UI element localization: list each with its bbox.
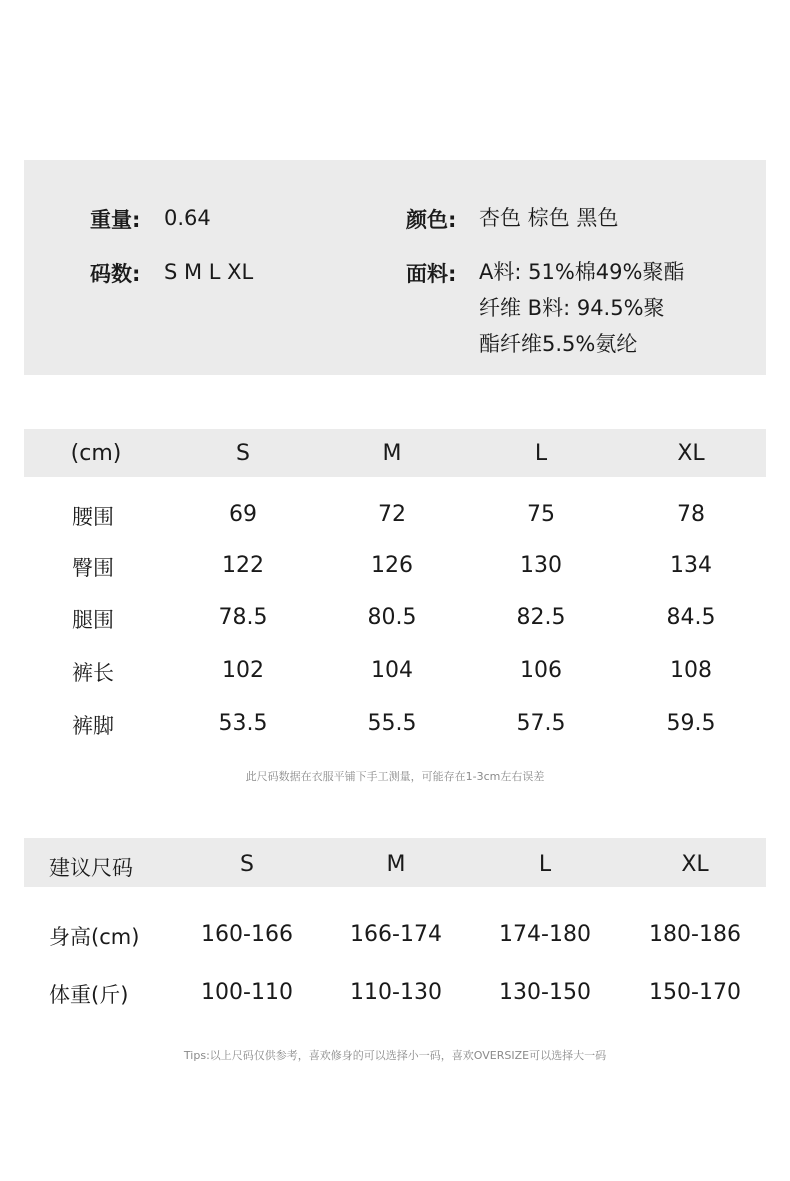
unit-header: (cm) xyxy=(70,441,122,466)
fabric-line-3: 酯纤维5.5%氨纶 xyxy=(479,332,638,356)
recommend-value: 110-130 xyxy=(350,980,442,1005)
measurement-row-label: 裤脚 xyxy=(72,714,114,738)
recommend-value: 180-186 xyxy=(649,922,741,947)
measurement-value: 108 xyxy=(670,658,712,683)
measurement-row-label: 裤长 xyxy=(72,661,114,685)
recommend-value: 174-180 xyxy=(499,922,591,947)
measurement-value: 57.5 xyxy=(516,711,566,736)
measurement-value: 102 xyxy=(222,658,264,683)
recommend-value: 100-110 xyxy=(201,980,293,1005)
recommend-value: 130-150 xyxy=(499,980,591,1005)
measurement-value: 122 xyxy=(222,553,264,578)
measurement-row-label: 臀围 xyxy=(72,556,114,580)
size-header-xl: XL xyxy=(677,441,705,466)
fabric-label: 面料: xyxy=(406,262,457,286)
size-header-m: M xyxy=(382,441,402,466)
measurement-value: 53.5 xyxy=(218,711,268,736)
measurement-value: 78.5 xyxy=(218,605,268,630)
fabric-line-2: 纤维 B料: 94.5%聚 xyxy=(479,296,665,320)
recommend-size-l: L xyxy=(538,852,552,877)
measurement-value: 75 xyxy=(527,502,555,527)
measurement-value: 78 xyxy=(677,502,705,527)
measurement-value: 126 xyxy=(371,553,413,578)
recommend-row-label: 身高(cm) xyxy=(49,925,140,949)
measurement-value: 69 xyxy=(229,502,257,527)
size-header-l: L xyxy=(534,441,548,466)
fabric-line-1: A料: 51%棉49%聚酯 xyxy=(479,260,685,284)
recommend-value: 166-174 xyxy=(350,922,442,947)
recommend-value: 160-166 xyxy=(201,922,293,947)
tips-note: Tips:以上尺码仅供参考，喜欢修身的可以选择小一码，喜欢OVERSIZE可以选择大一码 xyxy=(183,1049,607,1062)
measurement-value: 104 xyxy=(371,658,413,683)
product-info-panel xyxy=(24,160,766,375)
measurement-value: 134 xyxy=(670,553,712,578)
weight-label: 重量: xyxy=(90,208,141,232)
weight-value: 0.64 xyxy=(164,206,211,230)
measurement-value: 72 xyxy=(378,502,406,527)
color-value: 杏色 棕色 黑色 xyxy=(479,206,619,230)
recommend-size-xl: XL xyxy=(681,852,709,877)
measurement-value: 82.5 xyxy=(516,605,566,630)
measurement-value: 84.5 xyxy=(666,605,716,630)
recommend-row-label: 体重(斤) xyxy=(49,983,129,1007)
measurement-value: 55.5 xyxy=(367,711,417,736)
recommend-size-m: M xyxy=(386,852,406,877)
measurement-value: 80.5 xyxy=(367,605,417,630)
size-header-s: S xyxy=(236,441,250,466)
sizes-value: S M L XL xyxy=(164,260,254,284)
sizes-label: 码数: xyxy=(90,262,141,286)
measurement-row-label: 腰围 xyxy=(72,505,114,529)
measurement-value: 106 xyxy=(520,658,562,683)
recommend-size-s: S xyxy=(240,852,254,877)
measurement-value: 130 xyxy=(520,553,562,578)
recommend-value: 150-170 xyxy=(649,980,741,1005)
color-label: 颜色: xyxy=(406,208,457,232)
measurement-value: 59.5 xyxy=(666,711,716,736)
measurement-row-label: 腿围 xyxy=(72,608,114,632)
measurement-note: 此尺码数据在衣服平铺下手工测量，可能存在1-3cm左右误差 xyxy=(245,770,545,783)
recommend-header-label: 建议尺码 xyxy=(49,856,133,880)
